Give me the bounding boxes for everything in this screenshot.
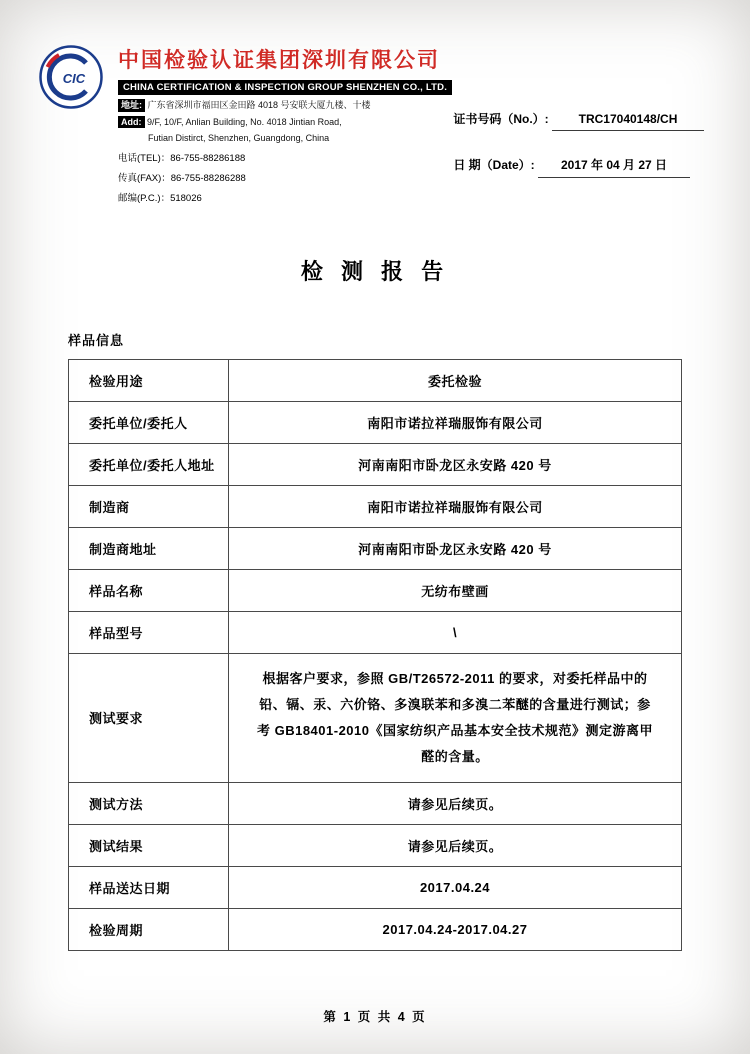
address-en-line1 xyxy=(118,116,490,129)
row-label: 检验周期 xyxy=(69,908,229,950)
report-title: 检 测 报 告 xyxy=(300,258,450,284)
page-footer: 第 1 页 共 4 页 xyxy=(323,1009,427,1024)
letterhead xyxy=(0,0,750,205)
row-value: 委托检验 xyxy=(229,359,682,401)
report-date-label: 日 期（Date）: xyxy=(453,158,535,172)
row-label: 样品型号 xyxy=(69,611,229,653)
row-label: 测试结果 xyxy=(69,824,229,866)
fax-line: 传真(FAX)：86-755-88286288 xyxy=(118,172,246,184)
address-en-line2: Futian Distirct, Shenzhen, Guangdong, China xyxy=(148,133,330,143)
table-row xyxy=(69,527,682,569)
tel-line: 电话(TEL)：86-755-88286188 xyxy=(118,152,246,164)
row-value: 河南南阳市卧龙区永安路 420 号 xyxy=(229,443,682,485)
sample-info-table-body xyxy=(69,359,682,950)
row-label: 检验用途 xyxy=(69,359,229,401)
company-name-cn: 中国检验认证集团深圳有限公司 xyxy=(118,49,440,72)
report-date-value: 2017 年 04 月 27 日 xyxy=(538,156,690,178)
row-value: 无纺布壁画 xyxy=(229,569,682,611)
postal-line: 邮编(P.C.)：518026 xyxy=(118,192,202,204)
table-row xyxy=(69,359,682,401)
table-row xyxy=(69,824,682,866)
row-value: 请参见后续页。 xyxy=(229,782,682,824)
row-value: 2017.04.24 xyxy=(229,866,682,908)
table-row xyxy=(69,485,682,527)
table-row xyxy=(69,569,682,611)
sample-info-table xyxy=(68,359,682,951)
table-row xyxy=(69,443,682,485)
row-value: 请参见后续页。 xyxy=(229,824,682,866)
ccic-logo-icon xyxy=(38,44,104,110)
certificate-number-value: TRC17040148/CH xyxy=(552,112,704,131)
address-cn-line xyxy=(118,99,490,112)
table-row xyxy=(69,782,682,824)
certificate-number-row xyxy=(453,110,704,131)
row-label: 制造商地址 xyxy=(69,527,229,569)
sample-info-section-title: 样品信息 xyxy=(68,332,125,348)
table-row xyxy=(69,866,682,908)
table-row xyxy=(69,653,682,782)
company-name-en: CHINA CERTIFICATION & INSPECTION GROUP SHENZHEN CO., LTD. xyxy=(118,80,452,95)
table-row xyxy=(69,401,682,443)
address-en-label: Add: xyxy=(118,116,145,129)
row-label: 样品名称 xyxy=(69,569,229,611)
row-value: 南阳市诺拉祥瑞服饰有限公司 xyxy=(229,401,682,443)
row-value: 根据客户要求，参照 GB/T26572-2011 的要求，对委托样品中的铅、镉、汞、六价铬、多溴联苯和多溴二苯醚的含量进行测试；参考 GB18401-2010《国家纺织产品基本安全技术规范》测定游离甲醛的含量。 xyxy=(229,653,682,782)
svg-text:CIC: CIC xyxy=(62,71,86,86)
company-logo-icon xyxy=(38,44,104,110)
table-row xyxy=(69,611,682,653)
report-date-row xyxy=(453,156,704,178)
row-label: 样品送达日期 xyxy=(69,866,229,908)
row-label: 委托单位/委托人 xyxy=(69,401,229,443)
address-cn-label: 地址: xyxy=(118,99,145,112)
row-value: \ xyxy=(229,611,682,653)
row-label: 委托单位/委托人地址 xyxy=(69,443,229,485)
row-label: 测试方法 xyxy=(69,782,229,824)
row-value: 2017.04.24-2017.04.27 xyxy=(229,908,682,950)
row-value: 南阳市诺拉祥瑞服饰有限公司 xyxy=(229,485,682,527)
row-value: 河南南阳市卧龙区永安路 420 号 xyxy=(229,527,682,569)
address-en-text1: 9/F, 10/F, Anlian Building, No. 4018 Jintian Road, xyxy=(147,116,342,127)
address-cn-text: 广东省深圳市福田区金田路 4018 号安联大厦九楼、十楼 xyxy=(147,100,371,110)
row-label: 测试要求 xyxy=(69,653,229,782)
certificate-number-label: 证书号码（No.）: xyxy=(453,112,549,126)
table-row xyxy=(69,908,682,950)
certificate-meta xyxy=(453,110,704,203)
row-label: 制造商 xyxy=(69,485,229,527)
